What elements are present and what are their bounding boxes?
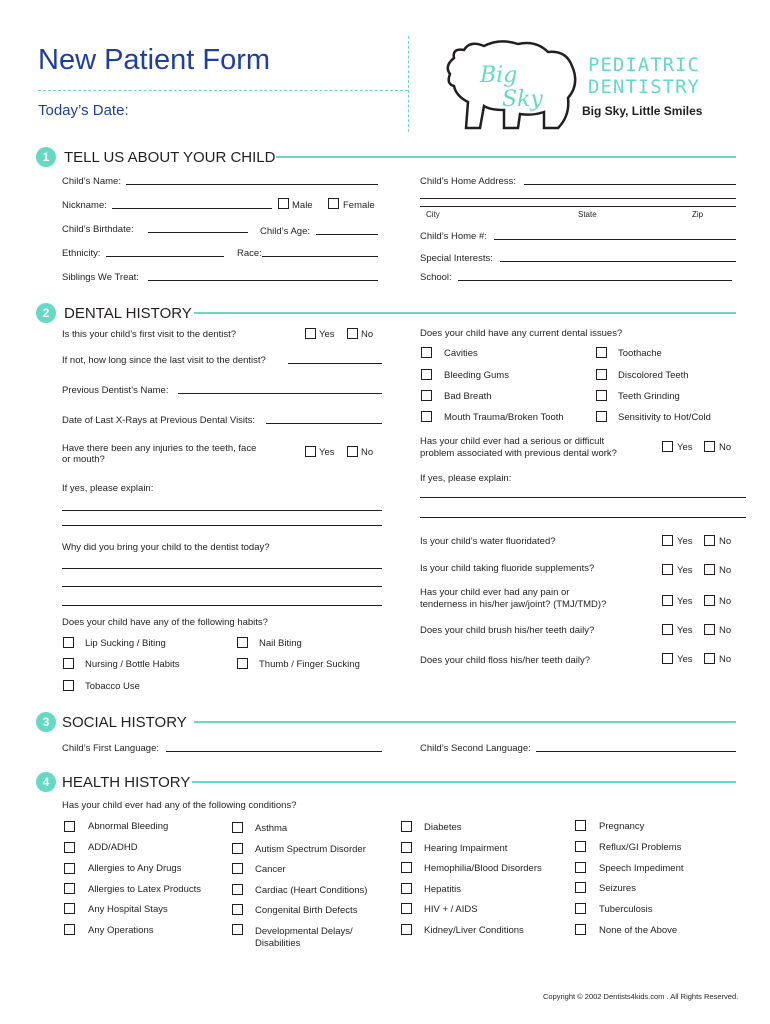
injuries-question-line2: or mouth? (62, 454, 105, 465)
male-checkbox[interactable] (278, 198, 289, 209)
condition-label: Allergies to Latex Products (88, 884, 202, 895)
brush-yes-label: Yes (677, 625, 693, 636)
habit-label: Nail Biting (259, 638, 302, 649)
first-visit-yes-label: Yes (319, 329, 335, 340)
city-label: City (426, 210, 440, 219)
ethnicity-field[interactable] (106, 256, 224, 257)
school-label: School: (420, 272, 452, 283)
first-language-label: Child’s First Language: (62, 743, 159, 754)
jaw-no-label: No (719, 596, 732, 607)
injuries-explain-line1[interactable] (62, 510, 382, 511)
issue-label: Bad Breath (444, 391, 492, 402)
nickname-field[interactable] (112, 208, 272, 209)
condition-label: Cancer (255, 864, 286, 875)
condition-label: Hemophilia/Blood Disorders (424, 863, 542, 874)
floss-yes-label: Yes (677, 654, 693, 665)
age-label: Child’s Age: (260, 226, 310, 237)
condition-checkbox[interactable] (575, 820, 586, 831)
condition-checkbox[interactable] (575, 882, 586, 893)
issue-checkbox[interactable] (421, 411, 432, 422)
conditions-question: Has your child ever had any of the following conditions? (62, 800, 297, 811)
habit-checkbox[interactable] (63, 680, 74, 691)
injuries-yes-label: Yes (319, 447, 335, 458)
brush-no-label: No (719, 625, 732, 636)
first-visit-no-label: No (361, 329, 374, 340)
section-1-title: TELL US ABOUT YOUR CHILD (64, 149, 276, 166)
habit-label: Thumb / Finger Sucking (259, 659, 360, 670)
special-interests-label: Special Interests: (420, 253, 493, 264)
childs-name-label: Child’s Name: (62, 176, 121, 187)
birthdate-field[interactable] (148, 232, 248, 233)
condition-checkbox[interactable] (64, 842, 75, 853)
childs-name-field[interactable] (126, 184, 378, 185)
fluoridated-no-label: No (719, 536, 732, 547)
condition-checkbox[interactable] (232, 904, 243, 915)
injuries-explain-line2[interactable] (62, 525, 382, 526)
condition-checkbox[interactable] (401, 903, 412, 914)
school-field[interactable] (458, 280, 732, 281)
condition-checkbox[interactable] (575, 924, 586, 935)
habit-checkbox[interactable] (63, 637, 74, 648)
male-label: Male (292, 200, 313, 211)
serious-no-label: No (719, 442, 732, 453)
city-state-zip-field[interactable] (420, 206, 736, 207)
issue-label: Toothache (618, 348, 662, 359)
floss-no-checkbox[interactable] (704, 653, 715, 664)
condition-checkbox[interactable] (64, 903, 75, 914)
condition-label: Reflux/GI Problems (599, 842, 682, 853)
why-bring-line2[interactable] (62, 586, 382, 587)
first-visit-yes-checkbox[interactable] (305, 328, 316, 339)
issue-checkbox[interactable] (421, 347, 432, 358)
why-bring-line3[interactable] (62, 605, 382, 606)
jaw-yes-label: Yes (677, 596, 693, 607)
serious-yes-label: Yes (677, 442, 693, 453)
logo-dentistry: DENTISTRY (588, 76, 700, 98)
condition-label-continued: Disabilities (255, 938, 301, 949)
brush-no-checkbox[interactable] (704, 624, 715, 635)
issue-checkbox[interactable] (596, 411, 607, 422)
condition-checkbox[interactable] (575, 903, 586, 914)
bear-icon (440, 36, 590, 136)
jaw-question-line2: tenderness in his/her jaw/joint? (TMJ/TMD)? (420, 599, 607, 610)
second-language-label: Child’s Second Language: (420, 743, 531, 754)
habit-checkbox[interactable] (63, 658, 74, 669)
brush-yes-checkbox[interactable] (662, 624, 673, 635)
habit-checkbox[interactable] (237, 637, 248, 648)
injuries-no-label: No (361, 447, 374, 458)
section-2-title: DENTAL HISTORY (64, 305, 192, 322)
why-bring-line1[interactable] (62, 568, 382, 569)
issue-label: Discolored Teeth (618, 370, 689, 381)
fluoridated-yes-label: Yes (677, 536, 693, 547)
siblings-label: Siblings We Treat: (62, 272, 139, 283)
habit-label: Lip Sucking / Biting (85, 638, 166, 649)
condition-checkbox[interactable] (232, 884, 243, 895)
condition-checkbox[interactable] (401, 924, 412, 935)
prev-dentist-label: Previous Dentist’s Name: (62, 385, 169, 396)
svg-text:Sky: Sky (502, 87, 543, 112)
injuries-explain-label: If yes, please explain: (62, 483, 154, 494)
fluoride-supp-no-checkbox[interactable] (704, 564, 715, 575)
big-sky-logo (440, 36, 740, 136)
condition-label: Cardiac (Heart Conditions) (255, 885, 368, 896)
condition-label: Hepatitis (424, 884, 461, 895)
condition-checkbox[interactable] (64, 863, 75, 874)
svg-text:Big: Big (480, 63, 518, 88)
issue-label: Cavities (444, 348, 478, 359)
header-divider (38, 90, 408, 91)
header-vertical-divider (408, 36, 409, 132)
condition-label: Allergies to Any Drugs (88, 863, 182, 874)
fluoridated-no-checkbox[interactable] (704, 535, 715, 546)
issue-label: Bleeding Gums (444, 370, 509, 381)
jaw-question-line1: Has your child ever had any pain or (420, 587, 570, 598)
condition-checkbox[interactable] (575, 841, 586, 852)
home-phone-label: Child’s Home #: (420, 231, 487, 242)
section-4-rule (192, 781, 736, 783)
issue-checkbox[interactable] (596, 347, 607, 358)
condition-checkbox[interactable] (64, 821, 75, 832)
condition-label: Pregnancy (599, 821, 645, 832)
serious-explain-label: If yes, please explain: (420, 473, 512, 484)
condition-checkbox[interactable] (64, 883, 75, 894)
condition-label: Seizures (599, 883, 636, 894)
brush-question: Does your child brush his/her teeth daily? (420, 625, 595, 636)
issue-label: Sensitivity to Hot/Cold (618, 412, 711, 423)
copyright-text: Copyright © 2002 Dentists4kids.com . All Rights Reserved. (543, 992, 739, 1001)
age-field[interactable] (316, 234, 378, 235)
condition-checkbox[interactable] (64, 924, 75, 935)
habit-checkbox[interactable] (237, 658, 248, 669)
condition-label: Developmental Delays/ (255, 926, 353, 937)
female-label: Female (343, 200, 375, 211)
condition-checkbox[interactable] (232, 843, 243, 854)
nickname-label: Nickname: (62, 200, 107, 211)
logo-pediatric: PEDIATRIC (588, 54, 700, 76)
condition-checkbox[interactable] (575, 862, 586, 873)
section-3-rule (194, 721, 736, 723)
jaw-no-checkbox[interactable] (704, 595, 715, 606)
serious-yes-checkbox[interactable] (662, 441, 673, 452)
condition-label: Asthma (255, 823, 288, 834)
race-label: Race: (237, 248, 262, 259)
serious-question-line2: problem associated with previous dental work? (420, 448, 617, 459)
how-long-label: If not, how long since the last visit to the dentist? (62, 355, 266, 366)
injuries-yes-checkbox[interactable] (305, 446, 316, 457)
condition-checkbox[interactable] (401, 842, 412, 853)
issue-checkbox[interactable] (421, 390, 432, 401)
condition-checkbox[interactable] (232, 822, 243, 833)
condition-label: Any Operations (88, 925, 154, 936)
condition-checkbox[interactable] (401, 821, 412, 832)
first-visit-no-checkbox[interactable] (347, 328, 358, 339)
floss-question: Does your child floss his/her teeth daily? (420, 655, 591, 666)
issue-checkbox[interactable] (421, 369, 432, 380)
jaw-yes-checkbox[interactable] (662, 595, 673, 606)
condition-label: Kidney/Liver Conditions (424, 925, 524, 936)
last-xrays-label: Date of Last X-Rays at Previous Dental Visits: (62, 415, 256, 426)
floss-yes-checkbox[interactable] (662, 653, 673, 664)
section-1-number: 1 (36, 147, 56, 167)
section-2-rule (194, 312, 736, 314)
section-3-title: SOCIAL HISTORY (62, 714, 187, 731)
condition-label: Congenital Birth Defects (255, 905, 358, 916)
condition-label: Diabetes (424, 822, 462, 833)
section-3-number: 3 (36, 712, 56, 732)
fluoridated-yes-checkbox[interactable] (662, 535, 673, 546)
birthdate-label: Child’s Birthdate: (62, 224, 134, 235)
condition-label: HIV + / AIDS (424, 904, 478, 915)
injuries-no-checkbox[interactable] (347, 446, 358, 457)
issue-checkbox[interactable] (596, 369, 607, 380)
race-field[interactable] (262, 256, 378, 257)
female-checkbox[interactable] (328, 198, 339, 209)
home-address-line2[interactable] (420, 198, 736, 199)
condition-label: Speech Impediment (599, 863, 684, 874)
section-4-title: HEALTH HISTORY (62, 774, 191, 791)
home-address-label: Child’s Home Address: (420, 176, 516, 187)
issue-label: Mouth Trauma/Broken Tooth (444, 412, 564, 423)
section-2-number: 2 (36, 303, 56, 323)
serious-no-checkbox[interactable] (704, 441, 715, 452)
serious-explain-line2[interactable] (420, 517, 746, 518)
serious-explain-line1[interactable] (420, 497, 746, 498)
condition-label: None of the Above (599, 925, 678, 936)
injuries-question-line1: Have there been any injuries to the teeth, face (62, 443, 257, 454)
ethnicity-label: Ethnicity: (62, 248, 101, 259)
condition-label: Abnormal Bleeding (88, 821, 169, 832)
fluoride-supp-yes-checkbox[interactable] (662, 564, 673, 575)
home-phone-field[interactable] (494, 239, 736, 240)
condition-label: Tuberculosis (599, 904, 653, 915)
first-language-field[interactable] (166, 751, 382, 752)
fluoride-supp-yes-label: Yes (677, 565, 693, 576)
issue-checkbox[interactable] (596, 390, 607, 401)
fluoridated-question: Is your child’s water fluoridated? (420, 536, 556, 547)
habit-label: Nursing / Bottle Habits (85, 659, 180, 670)
condition-checkbox[interactable] (401, 862, 412, 873)
first-visit-question: Is this your child’s first visit to the dentist? (62, 329, 237, 340)
condition-checkbox[interactable] (401, 883, 412, 894)
fluoride-supp-question: Is your child taking fluoride supplements? (420, 563, 595, 574)
section-1-rule (276, 156, 736, 158)
how-long-field[interactable] (288, 363, 382, 364)
special-interests-field[interactable] (500, 261, 736, 262)
condition-checkbox[interactable] (232, 924, 243, 935)
condition-checkbox[interactable] (232, 863, 243, 874)
floss-no-label: No (719, 654, 732, 665)
logo-tagline: Big Sky, Little Smiles (582, 104, 703, 118)
page-title: New Patient Form (38, 44, 271, 76)
issue-label: Teeth Grinding (618, 391, 680, 402)
condition-label: Autism Spectrum Disorder (255, 844, 366, 855)
habit-label: Tobacco Use (85, 681, 140, 692)
todays-date-label: Today’s Date: (38, 102, 129, 119)
home-address-field[interactable] (524, 184, 736, 185)
second-language-field[interactable] (536, 751, 736, 752)
state-label: State (578, 210, 597, 219)
serious-question-line1: Has your child ever had a serious or difficult (420, 436, 605, 447)
prev-dentist-field[interactable] (178, 393, 382, 394)
dental-issues-question: Does your child have any current dental issues? (420, 328, 623, 339)
section-4-number: 4 (36, 772, 56, 792)
zip-label: Zip (692, 210, 704, 219)
why-bring-question: Why did you bring your child to the dentist today? (62, 542, 270, 553)
siblings-field[interactable] (148, 280, 378, 281)
condition-label: ADD/ADHD (88, 842, 138, 853)
condition-label: Any Hospital Stays (88, 904, 168, 915)
condition-label: Hearing Impairment (424, 843, 508, 854)
fluoride-supp-no-label: No (719, 565, 732, 576)
habits-question: Does your child have any of the following habits? (62, 617, 268, 628)
last-xrays-field[interactable] (266, 423, 382, 424)
